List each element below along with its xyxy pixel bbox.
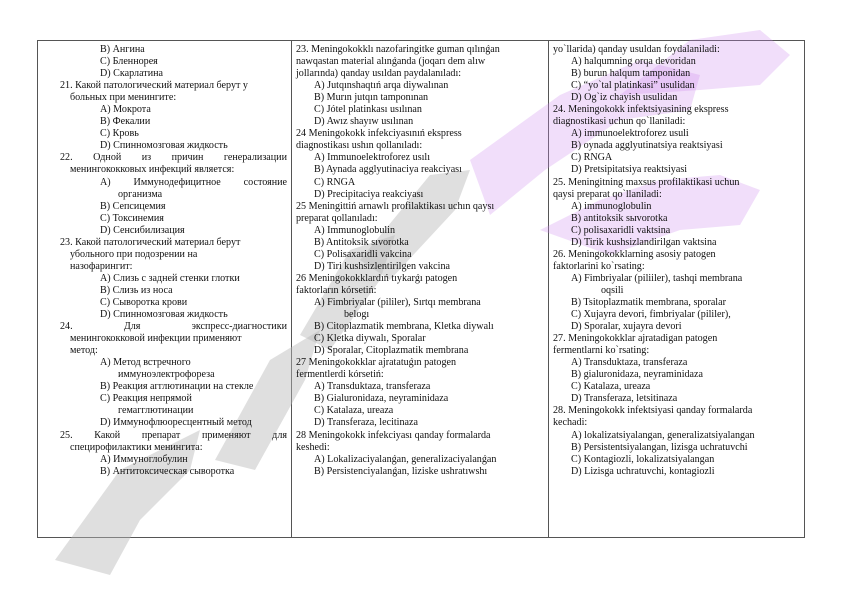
option-line: A) Lokalizaciyalanǵan, generalizaciyalanǵan bbox=[314, 453, 497, 465]
option-line: A) Fimbriyalar (piliiler), tashqi membrana bbox=[571, 272, 743, 284]
option-line: B) Фекалии bbox=[100, 116, 151, 128]
text-line: faktorların kórsetiń: bbox=[296, 284, 377, 296]
option-line: C) Jótel platinkası usılınan bbox=[314, 104, 422, 116]
text-line: belogı bbox=[344, 309, 370, 321]
question-line: 22. Одной из причин генерализации bbox=[60, 152, 287, 164]
text-line: менингококковых инфекций является: bbox=[70, 164, 235, 176]
text-line: qaysi preparat qo`llaniladi: bbox=[553, 188, 662, 200]
text-line: менингококковой инфекции применяют bbox=[70, 333, 242, 345]
option-line: A) immunoelektroforez usuli bbox=[571, 128, 689, 140]
option-line: B) Aynada agglyutinaciya reakciyası bbox=[314, 164, 462, 176]
text-line: oqsili bbox=[601, 284, 624, 296]
option-line: D) Сенсибилизация bbox=[100, 224, 185, 236]
option-line: D) Иммунофлюоресцентный метод bbox=[100, 417, 252, 429]
option-line: D) Awız shayıw usılınan bbox=[314, 116, 414, 128]
option-line: A) lokalizatsiyalangan, generalizatsiyalangan bbox=[571, 429, 755, 441]
column-russian bbox=[38, 41, 292, 537]
question-line: 25. Meningitning maxsus profilaktikasi uchun bbox=[553, 176, 740, 188]
option-line: A) Jutqınshaqtıń arqa diywalınan bbox=[314, 80, 449, 92]
option-line: B) Citoplazmatik membrana, Kletka diywalı bbox=[314, 321, 494, 333]
text-line: faktorlarini ko`rsating: bbox=[553, 260, 645, 272]
option-line: B) Persistenciyalanǵan, liziske ushratıwshı bbox=[314, 465, 488, 477]
text-line: nawqastan material alınǵanda (joqarı dem alıw bbox=[296, 56, 486, 68]
text-line: diagnostikasi uchun qo`llaniladi: bbox=[553, 116, 686, 128]
text-line: иммуноэлектрофореза bbox=[118, 369, 215, 381]
option-line: D) Tirik kushsizlandirilgan vaktsina bbox=[571, 236, 717, 248]
text-line: fermentlarni ko`rsating: bbox=[553, 345, 650, 357]
option-line: D) Pretsipitatsiya reaktsiyasi bbox=[571, 164, 688, 176]
question-line: 23. Какой патологический материал берут bbox=[60, 236, 241, 248]
option-line: B) oynada agglyutinatsiya reaktsiyasi bbox=[571, 140, 723, 152]
option-line: D) Sporalar, Citoplazmatik membrana bbox=[314, 345, 469, 357]
column-karakalpak bbox=[292, 41, 549, 537]
option-line: C) RNGA bbox=[571, 152, 613, 164]
text-line: назофарингит: bbox=[70, 260, 133, 272]
option-line: B) Слизь из носа bbox=[100, 284, 173, 296]
question-line: 27. Meningokokklar ajratadigan patogen bbox=[553, 333, 718, 345]
question-line: 24. Для экспресс-диагностики bbox=[60, 321, 287, 333]
option-line: C) Kletka diywalı, Sporalar bbox=[314, 333, 426, 345]
text-line: jollarında) qanday usıldan paydalanıladı: bbox=[296, 68, 462, 80]
option-line: A) Immunoglobulin bbox=[314, 224, 396, 236]
option-line: A) Иммунодефицитное состояние bbox=[100, 176, 287, 188]
option-line: D) Спинномозговая жидкость bbox=[100, 309, 228, 321]
option-line: C) Реакция непрямой bbox=[100, 393, 192, 405]
option-line: D) Sporalar, xujayra devori bbox=[571, 321, 682, 333]
text-line: yo`llarida) qanday usuldan foydalaniladi: bbox=[553, 44, 720, 55]
option-line: C) Katalaza, ureaza bbox=[571, 381, 651, 393]
option-line: C) Xujayra devori, fimbriyalar (pililer), bbox=[571, 309, 731, 321]
text-line: preparat qollanıladı: bbox=[296, 212, 378, 224]
option-line: C) Сыворотка крови bbox=[100, 296, 188, 308]
text-line: fermentlerdi kórsetiń: bbox=[296, 369, 384, 381]
option-line: D) Og`iz chayish usulidan bbox=[571, 92, 678, 104]
question-line: 23. Meningokokklı nazofaringitke guman qılınǵan bbox=[296, 44, 500, 55]
option-line: A) Метод встречного bbox=[100, 357, 191, 369]
option-line: C) Katalaza, ureaza bbox=[314, 405, 394, 417]
question-line: 25. Какой препарат применяют для bbox=[60, 429, 287, 441]
option-line: A) Мокрота bbox=[100, 104, 151, 116]
option-line: D) Precipitaciya reakciyası bbox=[314, 188, 424, 200]
option-line: B) gialuronidaza, neyraminidaza bbox=[571, 369, 704, 381]
option-line: A) immunoglobulin bbox=[571, 200, 652, 212]
question-line: 28 Meningokokk infekciyası qanday formalarda bbox=[296, 429, 491, 441]
question-line: 27 Meningokokklar ajratatuǵın patogen bbox=[296, 357, 457, 369]
text-line: специрофилактики менингита: bbox=[70, 441, 203, 453]
text-line: C) Бленнорея bbox=[100, 56, 158, 68]
option-line: C) Polisaxaridli vakcina bbox=[314, 248, 412, 260]
text-line: больных при менингите: bbox=[70, 92, 177, 104]
text-line: D) Скарлатина bbox=[100, 68, 164, 80]
option-line: B) burun halqum tamponidan bbox=[571, 68, 691, 80]
option-line: B) Tsitoplazmatik membrana, sporalar bbox=[571, 296, 726, 308]
option-line: C) “yo`tal platinkasi” usulidan bbox=[571, 80, 695, 92]
question-line: 25 Meningittiń arnawlı profilaktikası uchın qaysı bbox=[296, 200, 495, 212]
option-line: A) Слизь с задней стенки глотки bbox=[100, 272, 240, 284]
option-line: C) RNGA bbox=[314, 176, 356, 188]
text-line: убольного при подозрении на bbox=[70, 248, 198, 260]
text-line: kechadi: bbox=[553, 417, 588, 429]
option-line: A) halqumning orqa devoridan bbox=[571, 56, 696, 68]
text-line: diagnostikası ushın qollanıladı: bbox=[296, 140, 423, 152]
option-line: B) Реакция агглютинации на стекле bbox=[100, 381, 254, 393]
option-line: B) Антитоксическая сыворотка bbox=[100, 465, 235, 477]
option-line: D) Transferaza, lecitinaza bbox=[314, 417, 418, 429]
option-line: A) Transduktaza, transferaza bbox=[571, 357, 688, 369]
option-line: C) Токсинемия bbox=[100, 212, 164, 224]
option-line: C) Kontagiozli, lokalizatsiyalangan bbox=[571, 453, 715, 465]
question-line: 28. Meningokokk infektsiyasi qanday formalarda bbox=[553, 405, 753, 417]
option-line: D) Tiri kushsizlentirilgen vakcina bbox=[314, 260, 450, 272]
option-line: D) Transferaza, letsitinaza bbox=[571, 393, 678, 405]
text-line: организма bbox=[118, 188, 163, 200]
text-line: B) Ангина bbox=[100, 44, 145, 55]
option-line: B) antitoksik sыvorotka bbox=[571, 212, 668, 224]
option-line: B) Antitoksik sıvorotka bbox=[314, 236, 409, 248]
question-line: 26. Meningokokklarning asosiy patogen bbox=[553, 248, 716, 260]
option-line: A) Иммуноглобулин bbox=[100, 453, 188, 465]
column-uzbek bbox=[549, 41, 804, 537]
option-line: B) Persistentsiyalangan, lizisga uchratuvchi bbox=[571, 441, 748, 453]
question-line: 26 Meningokokklardıń tıykarǵı patogen bbox=[296, 272, 458, 284]
option-line: D) Lizisga uchratuvchi, kontagiozli bbox=[571, 465, 715, 477]
text-line: гемагглютинации bbox=[118, 405, 194, 417]
text-line: keshedi: bbox=[296, 441, 330, 453]
option-line: B) Gialuronidaza, neyraminidaza bbox=[314, 393, 449, 405]
option-line: A) Immunoelektroforez usılı bbox=[314, 152, 431, 164]
option-line: C) Кровь bbox=[100, 128, 139, 140]
option-line: B) Сепсицемия bbox=[100, 200, 166, 212]
question-line: 24. Meningokokk infektsiyasining ekspress bbox=[553, 104, 729, 116]
text-line: метод: bbox=[70, 345, 98, 357]
option-line: B) Murın jutqın tamponınan bbox=[314, 92, 429, 104]
option-line: C) polisaxaridli vaktsina bbox=[571, 224, 671, 236]
question-table bbox=[37, 40, 805, 538]
question-line: 21. Какой патологический материал берут у bbox=[60, 80, 248, 92]
option-line: D) Спинномозговая жидкость bbox=[100, 140, 228, 152]
option-line: A) Fimbriyalar (pililer), Sırtqı membrana bbox=[314, 296, 481, 308]
option-line: A) Transduktaza, transferaza bbox=[314, 381, 431, 393]
question-line: 24 Meningokokk infekciyasınıń ekspress bbox=[296, 128, 462, 140]
